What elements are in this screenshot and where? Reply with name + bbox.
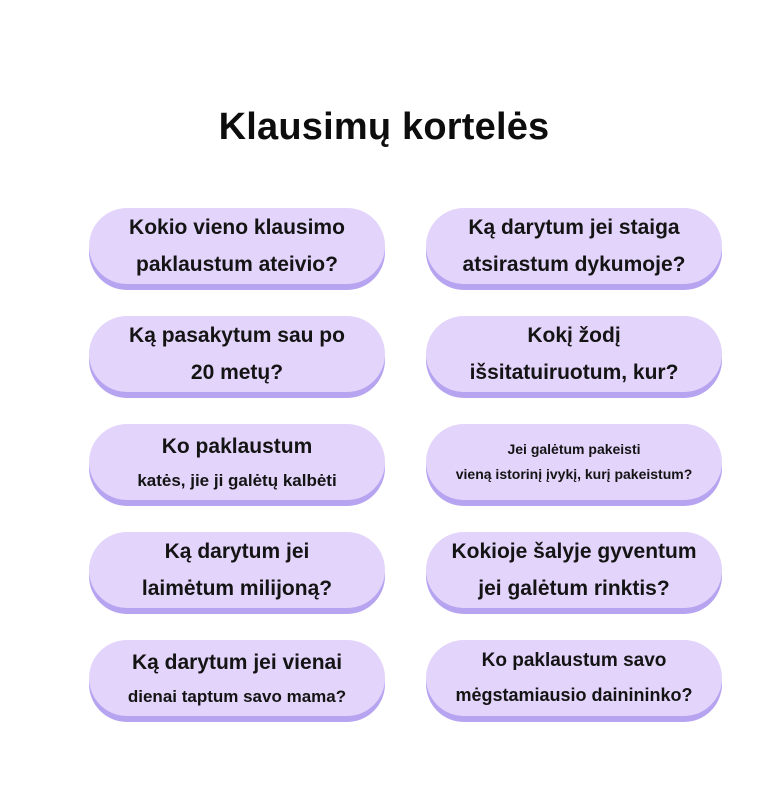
question-card-line-1: Kokį žodį — [527, 324, 621, 347]
question-card[interactable] — [426, 532, 722, 608]
question-card-line-1: Jei galėtum pakeisti — [507, 441, 641, 457]
question-card-line-2: paklaustum ateivio? — [136, 253, 338, 276]
question-card-line-1: Ką pasakytum sau po — [129, 324, 345, 347]
question-card[interactable] — [426, 208, 722, 284]
page-title: Klausimų kortelės — [218, 106, 550, 148]
question-card[interactable] — [426, 640, 722, 716]
question-card-line-1: Ką darytum jei — [164, 540, 310, 563]
question-card-line-2: išsitatuiruotum, kur? — [469, 361, 679, 384]
question-card-line-2: atsirastum dykumoje? — [462, 253, 686, 276]
question-card-line-2: laimėtum milijoną? — [141, 577, 333, 600]
question-card-line-1: Ko paklaustum savo — [481, 650, 667, 671]
question-card[interactable] — [426, 424, 722, 500]
question-card-line-1: Ką darytum jei staiga — [468, 216, 680, 239]
question-card-line-1: Ką darytum jei vienai — [131, 650, 343, 674]
question-card[interactable] — [89, 424, 385, 500]
question-card-line-1: Ko paklaustum — [161, 434, 313, 458]
question-card-line-2: jei galėtum rinktis? — [478, 577, 670, 600]
question-card[interactable] — [89, 208, 385, 284]
question-card[interactable] — [89, 640, 385, 716]
question-card-line-2: katės, jie ji galėtų kalbėti — [137, 470, 337, 490]
question-card-line-2: 20 metų? — [190, 361, 284, 384]
question-card[interactable] — [426, 316, 722, 392]
question-card-line-2: dienai taptum savo mama? — [127, 686, 347, 706]
question-card-line-1: Kokioje šalyje gyventum — [451, 540, 697, 563]
question-card[interactable] — [89, 316, 385, 392]
question-card-line-2: vieną istorinį įvykį, kurį pakeistum? — [455, 466, 693, 482]
question-card[interactable] — [89, 532, 385, 608]
question-card-line-2: mėgstamiausio dainininko? — [455, 685, 693, 705]
question-card-line-1: Kokio vieno klausimo — [129, 216, 345, 239]
